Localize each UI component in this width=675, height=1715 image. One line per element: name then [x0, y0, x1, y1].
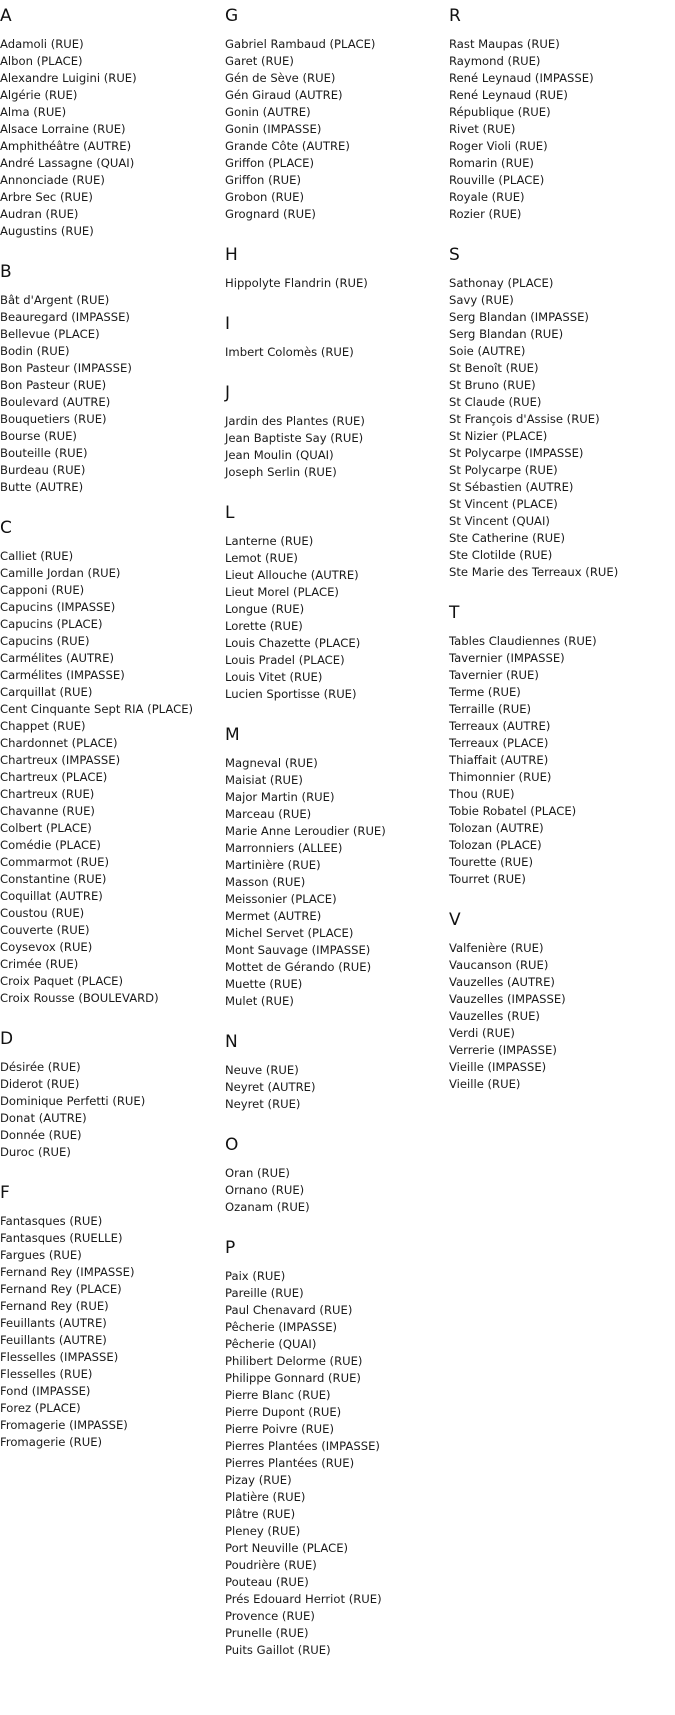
street-item: Colbert (PLACE)	[0, 821, 92, 835]
street-item: Jean Moulin (QUAI)	[225, 448, 334, 462]
street-item: Vaucanson (RUE)	[449, 958, 549, 972]
street-item: Beauregard (IMPASSE)	[0, 310, 130, 324]
street-item: Duroc (RUE)	[0, 1145, 71, 1159]
street-item: Tavernier (IMPASSE)	[449, 651, 565, 665]
letter-section	[225, 245, 445, 292]
street-item: Chartreux (RUE)	[0, 787, 95, 801]
street-item: Neuve (RUE)	[225, 1063, 299, 1077]
street-item: Imbert Colomès (RUE)	[225, 345, 354, 359]
street-item: Martinière (RUE)	[225, 858, 321, 872]
street-list	[225, 275, 445, 292]
street-item: Bon Pasteur (RUE)	[0, 378, 107, 392]
street-item: Vauzelles (RUE)	[449, 1009, 540, 1023]
street-item: Raymond (RUE)	[449, 54, 541, 68]
street-item: Louis Vitet (RUE)	[225, 670, 323, 684]
street-item: Vieille (RUE)	[449, 1077, 521, 1091]
street-item: Paul Chenavard (RUE)	[225, 1303, 353, 1317]
street-item: Jardin des Plantes (RUE)	[225, 414, 365, 428]
street-item: Mermet (AUTRE)	[225, 909, 322, 923]
street-item: Verdi (RUE)	[449, 1026, 515, 1040]
street-item: Terraille (RUE)	[449, 702, 532, 716]
street-item: Calliet (RUE)	[0, 549, 74, 563]
street-list	[225, 413, 445, 481]
street-item: Romarin (RUE)	[449, 156, 534, 170]
street-item: Albon (PLACE)	[0, 54, 83, 68]
letter-heading: I	[225, 314, 231, 334]
street-item: Burdeau (RUE)	[0, 463, 86, 477]
street-item: St Polycarpe (IMPASSE)	[449, 446, 584, 460]
street-item: Tables Claudiennes (RUE)	[449, 634, 597, 648]
street-item: Bourse (RUE)	[0, 429, 77, 443]
street-item: Carmélites (IMPASSE)	[0, 668, 125, 682]
street-item: Fargues (RUE)	[0, 1248, 82, 1262]
letter-heading: N	[225, 1032, 238, 1052]
street-item: Coustou (RUE)	[0, 906, 85, 920]
letter-section	[449, 245, 675, 581]
street-item: Chappet (RUE)	[0, 719, 86, 733]
street-item: Rouville (PLACE)	[449, 173, 545, 187]
street-item: Tourret (RUE)	[449, 872, 526, 886]
street-item: Rast Maupas (RUE)	[449, 37, 560, 51]
street-item: Sathonay (PLACE)	[449, 276, 554, 290]
letter-section	[225, 1135, 445, 1216]
letter-section	[225, 383, 445, 481]
street-item: Louis Pradel (PLACE)	[225, 653, 345, 667]
street-item: Verrerie (IMPASSE)	[449, 1043, 557, 1057]
street-item: Pierre Dupont (RUE)	[225, 1405, 342, 1419]
street-item: Ornano (RUE)	[225, 1183, 305, 1197]
street-item: Ste Catherine (RUE)	[449, 531, 566, 545]
street-item: Bellevue (PLACE)	[0, 327, 100, 341]
street-list	[449, 36, 675, 223]
street-item: Gonin (AUTRE)	[225, 105, 311, 119]
street-item: Lemot (RUE)	[225, 551, 298, 565]
street-item: Lanterne (RUE)	[225, 534, 314, 548]
street-list	[225, 1165, 445, 1216]
street-item: Marie Anne Leroudier (RUE)	[225, 824, 386, 838]
street-item: Dominique Perfetti (RUE)	[0, 1094, 146, 1108]
street-item: St Vincent (QUAI)	[449, 514, 550, 528]
street-item: Bât d'Argent (RUE)	[0, 293, 110, 307]
street-list	[0, 1213, 220, 1451]
street-item: Ste Clotilde (RUE)	[449, 548, 553, 562]
letter-section	[225, 6, 445, 223]
street-item: St Bruno (RUE)	[449, 378, 536, 392]
street-item: Royale (RUE)	[449, 190, 525, 204]
street-item: St Sébastien (AUTRE)	[449, 480, 574, 494]
letter-section	[225, 314, 445, 361]
street-item: Pouteau (RUE)	[225, 1575, 309, 1589]
street-item: Fond (IMPASSE)	[0, 1384, 91, 1398]
letter-heading: A	[0, 6, 12, 26]
street-item: Mulet (RUE)	[225, 994, 294, 1008]
street-item: Pêcherie (IMPASSE)	[225, 1320, 338, 1334]
street-item: Adamoli (RUE)	[0, 37, 84, 51]
street-item: Cent Cinquante Sept RIA (PLACE)	[0, 702, 194, 716]
letter-heading: J	[225, 383, 231, 403]
street-item: René Leynaud (RUE)	[449, 88, 568, 102]
street-item: Lorette (RUE)	[225, 619, 303, 633]
letter-section	[225, 1032, 445, 1113]
street-item: Ste Marie des Terreaux (RUE)	[449, 565, 619, 579]
letter-section	[449, 910, 675, 1093]
street-list	[0, 292, 220, 496]
street-item: Soie (AUTRE)	[449, 344, 526, 358]
street-item: Bodin (RUE)	[0, 344, 70, 358]
street-item: Prés Edouard Herriot (RUE)	[225, 1592, 382, 1606]
street-item: Joseph Serlin (RUE)	[225, 465, 337, 479]
street-item: Donnée (RUE)	[0, 1128, 82, 1142]
street-item: Neyret (AUTRE)	[225, 1080, 316, 1094]
street-list	[0, 1059, 220, 1161]
street-item: Gén Giraud (AUTRE)	[225, 88, 343, 102]
street-item: Coysevox (RUE)	[0, 940, 93, 954]
street-item: Chartreux (IMPASSE)	[0, 753, 121, 767]
street-list	[0, 548, 220, 1007]
street-item: Bouquetiers (RUE)	[0, 412, 107, 426]
street-list	[225, 533, 445, 703]
street-item: Puits Gaillot (RUE)	[225, 1643, 331, 1657]
street-item: Chartreux (PLACE)	[0, 770, 108, 784]
letter-heading: P	[225, 1238, 236, 1258]
street-item: Tolozan (AUTRE)	[449, 821, 544, 835]
street-item: Fernand Rey (PLACE)	[0, 1282, 122, 1296]
letter-heading: V	[449, 910, 461, 930]
letter-section	[225, 725, 445, 1010]
street-item: St Nizier (PLACE)	[449, 429, 548, 443]
letter-section	[0, 6, 220, 240]
street-item: Boulevard (AUTRE)	[0, 395, 111, 409]
street-item: Philippe Gonnard (RUE)	[225, 1371, 361, 1385]
street-item: Vauzelles (IMPASSE)	[449, 992, 566, 1006]
street-item: Camille Jordan (RUE)	[0, 566, 121, 580]
street-item: Commarmot (RUE)	[0, 855, 109, 869]
street-item: Constantine (RUE)	[0, 872, 107, 886]
street-item: Croix Rousse (BOULEVARD)	[0, 991, 159, 1005]
street-item: Vauzelles (AUTRE)	[449, 975, 555, 989]
letter-heading: L	[225, 503, 235, 523]
street-item: République (RUE)	[449, 105, 551, 119]
street-item: Tolozan (PLACE)	[449, 838, 542, 852]
street-item: Muette (RUE)	[225, 977, 303, 991]
street-item: Chavanne (RUE)	[0, 804, 95, 818]
street-item: Augustins (RUE)	[0, 224, 94, 238]
street-item: Carquillat (RUE)	[0, 685, 93, 699]
street-item: Terme (RUE)	[449, 685, 521, 699]
street-item: Flesselles (RUE)	[0, 1367, 93, 1381]
street-item: Forez (PLACE)	[0, 1401, 81, 1415]
street-item: Coquillat (AUTRE)	[0, 889, 103, 903]
street-item: Lucien Sportisse (RUE)	[225, 687, 357, 701]
letter-heading: D	[0, 1029, 14, 1049]
street-item: St Polycarpe (RUE)	[449, 463, 558, 477]
street-item: Capucins (PLACE)	[0, 617, 103, 631]
street-list	[225, 1268, 445, 1659]
street-list	[0, 36, 220, 240]
street-item: Marceau (RUE)	[225, 807, 312, 821]
street-item: Rivet (RUE)	[449, 122, 516, 136]
street-item: Pierres Plantées (RUE)	[225, 1456, 355, 1470]
street-item: Hippolyte Flandrin (RUE)	[225, 276, 368, 290]
street-item: Pareille (RUE)	[225, 1286, 304, 1300]
street-item: Poudrière (RUE)	[225, 1558, 317, 1572]
street-list	[449, 940, 675, 1093]
street-item: Comédie (PLACE)	[0, 838, 101, 852]
street-item: Mottet de Gérando (RUE)	[225, 960, 372, 974]
street-item: Mont Sauvage (IMPASSE)	[225, 943, 371, 957]
street-list	[225, 344, 445, 361]
letter-heading: S	[449, 245, 460, 265]
street-item: Désirée (RUE)	[0, 1060, 81, 1074]
street-item: Pierre Poivre (RUE)	[225, 1422, 334, 1436]
street-item: Pleney (RUE)	[225, 1524, 301, 1538]
letter-section	[0, 1029, 220, 1161]
street-item: Bouteille (RUE)	[0, 446, 88, 460]
street-item: Oran (RUE)	[225, 1166, 290, 1180]
street-item: Capucins (RUE)	[0, 634, 90, 648]
letter-section	[0, 1183, 220, 1451]
letter-heading: R	[449, 6, 461, 26]
street-item: Rozier (RUE)	[449, 207, 522, 221]
street-item: Fromagerie (RUE)	[0, 1435, 103, 1449]
street-item: Thiaffait (AUTRE)	[449, 753, 549, 767]
street-list	[225, 36, 445, 223]
street-column-3	[449, 6, 675, 1115]
street-item: Tobie Robatel (PLACE)	[449, 804, 577, 818]
street-item: Annonciade (RUE)	[0, 173, 105, 187]
street-item: Griffon (RUE)	[225, 173, 301, 187]
street-item: St Claude (RUE)	[449, 395, 542, 409]
street-item: Fernand Rey (RUE)	[0, 1299, 109, 1313]
street-item: Algérie (RUE)	[0, 88, 78, 102]
letter-section	[0, 262, 220, 496]
street-column-2	[225, 6, 445, 1681]
letter-heading: T	[449, 603, 460, 623]
street-item: Gabriel Rambaud (PLACE)	[225, 37, 376, 51]
street-item: Thimonnier (RUE)	[449, 770, 552, 784]
street-item: Grobon (RUE)	[225, 190, 304, 204]
street-item: Lieut Morel (PLACE)	[225, 585, 339, 599]
street-item: Gén de Sève (RUE)	[225, 71, 336, 85]
street-item: Lieut Allouche (AUTRE)	[225, 568, 359, 582]
street-item: Maisiat (RUE)	[225, 773, 303, 787]
street-item: Terreaux (AUTRE)	[449, 719, 551, 733]
street-item: Arbre Sec (RUE)	[0, 190, 93, 204]
letter-heading: B	[0, 262, 12, 282]
street-item: Garet (RUE)	[225, 54, 294, 68]
street-item: Roger Violi (RUE)	[449, 139, 548, 153]
street-item: Paix (RUE)	[225, 1269, 286, 1283]
street-item: Masson (RUE)	[225, 875, 306, 889]
street-item: Diderot (RUE)	[0, 1077, 80, 1091]
street-item: Butte (AUTRE)	[0, 480, 84, 494]
street-item: Bon Pasteur (IMPASSE)	[0, 361, 132, 375]
letter-heading: O	[225, 1135, 239, 1155]
street-item: Audran (RUE)	[0, 207, 79, 221]
street-item: Serg Blandan (IMPASSE)	[449, 310, 589, 324]
street-item: Capponi (RUE)	[0, 583, 85, 597]
street-item: St Vincent (PLACE)	[449, 497, 558, 511]
street-item: Alexandre Luigini (RUE)	[0, 71, 137, 85]
street-item: Longue (RUE)	[225, 602, 305, 616]
street-item: Meissonier (PLACE)	[225, 892, 337, 906]
street-item: Provence (RUE)	[225, 1609, 315, 1623]
letter-heading: F	[0, 1183, 10, 1203]
street-item: Jean Baptiste Say (RUE)	[225, 431, 364, 445]
street-item: Thou (RUE)	[449, 787, 515, 801]
street-item: Pierres Plantées (IMPASSE)	[225, 1439, 380, 1453]
street-list	[225, 1062, 445, 1113]
street-item: André Lassagne (QUAI)	[0, 156, 135, 170]
street-list	[449, 633, 675, 888]
letter-section	[449, 6, 675, 223]
street-item: Platière (RUE)	[225, 1490, 306, 1504]
street-item: Croix Paquet (PLACE)	[0, 974, 124, 988]
street-item: Griffon (PLACE)	[225, 156, 314, 170]
street-item: Feuillants (AUTRE)	[0, 1333, 107, 1347]
street-item: Grognard (RUE)	[225, 207, 316, 221]
street-item: Fantasques (RUELLE)	[0, 1231, 123, 1245]
street-item: Pizay (RUE)	[225, 1473, 292, 1487]
street-item: Serg Blandan (RUE)	[449, 327, 564, 341]
street-item: Vieille (IMPASSE)	[449, 1060, 547, 1074]
street-item: Prunelle (RUE)	[225, 1626, 309, 1640]
street-item: Alma (RUE)	[0, 105, 67, 119]
street-item: Tavernier (RUE)	[449, 668, 539, 682]
street-item: Ozanam (RUE)	[225, 1200, 310, 1214]
street-item: St Benoît (RUE)	[449, 361, 539, 375]
street-item: Pierre Blanc (RUE)	[225, 1388, 331, 1402]
street-item: Port Neuville (PLACE)	[225, 1541, 349, 1555]
street-item: Fernand Rey (IMPASSE)	[0, 1265, 135, 1279]
street-item: Pêcherie (QUAI)	[225, 1337, 317, 1351]
street-item: St François d'Assise (RUE)	[449, 412, 600, 426]
street-item: Valfenière (RUE)	[449, 941, 544, 955]
letter-section	[0, 518, 220, 1007]
street-item: Marronniers (ALLEE)	[225, 841, 343, 855]
street-list	[225, 755, 445, 1010]
street-item: Savy (RUE)	[449, 293, 514, 307]
street-item: Magneval (RUE)	[225, 756, 318, 770]
street-item: Chardonnet (PLACE)	[0, 736, 118, 750]
street-item: Carmélites (AUTRE)	[0, 651, 114, 665]
street-item: Fantasques (RUE)	[0, 1214, 103, 1228]
street-item: Grande Côte (AUTRE)	[225, 139, 350, 153]
street-item: Philibert Delorme (RUE)	[225, 1354, 363, 1368]
street-item: Gonin (IMPASSE)	[225, 122, 322, 136]
street-item: René Leynaud (IMPASSE)	[449, 71, 594, 85]
street-item: Crimée (RUE)	[0, 957, 79, 971]
street-item: Alsace Lorraine (RUE)	[0, 122, 126, 136]
street-item: Major Martin (RUE)	[225, 790, 335, 804]
street-column-1	[0, 6, 220, 1473]
street-item: Terreaux (PLACE)	[449, 736, 549, 750]
letter-heading: G	[225, 6, 239, 26]
letter-section	[225, 1238, 445, 1659]
street-list	[449, 275, 675, 581]
street-item: Neyret (RUE)	[225, 1097, 301, 1111]
letter-section	[225, 503, 445, 703]
letter-heading: M	[225, 725, 240, 745]
street-item: Capucins (IMPASSE)	[0, 600, 116, 614]
street-item: Donat (AUTRE)	[0, 1111, 87, 1125]
street-item: Louis Chazette (PLACE)	[225, 636, 361, 650]
street-item: Couverte (RUE)	[0, 923, 90, 937]
street-item: Michel Servet (PLACE)	[225, 926, 354, 940]
street-item: Plâtre (RUE)	[225, 1507, 296, 1521]
street-item: Fromagerie (IMPASSE)	[0, 1418, 128, 1432]
letter-heading: C	[0, 518, 12, 538]
street-item: Flesselles (IMPASSE)	[0, 1350, 119, 1364]
street-item: Tourette (RUE)	[449, 855, 534, 869]
street-item: Amphithéâtre (AUTRE)	[0, 139, 132, 153]
street-item: Feuillants (AUTRE)	[0, 1316, 107, 1330]
letter-heading: H	[225, 245, 238, 265]
letter-section	[449, 603, 675, 888]
